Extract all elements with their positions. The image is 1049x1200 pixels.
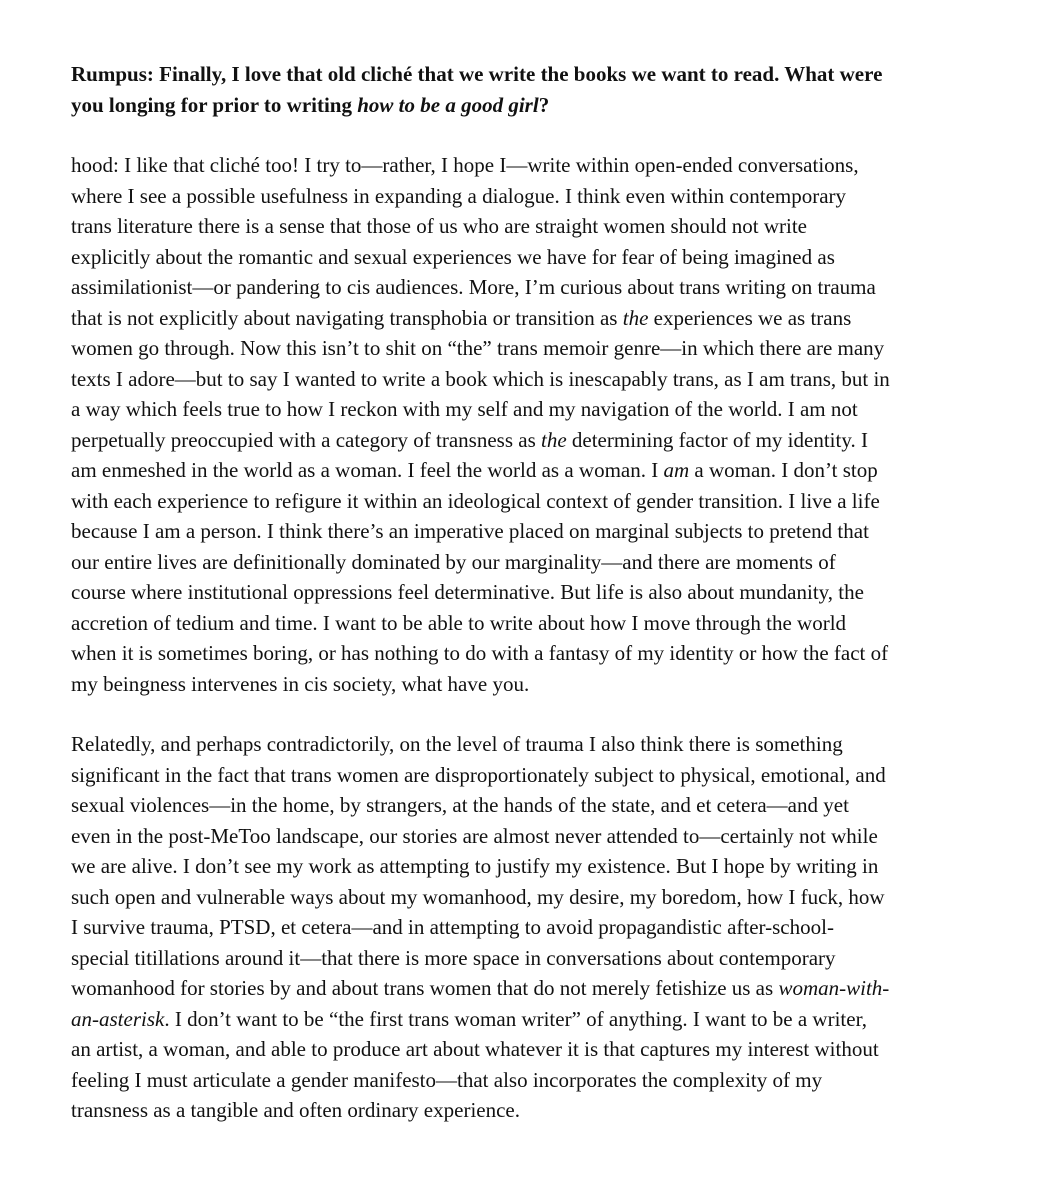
text-line: course where institutional oppressions feel determinative. But life is also about mundanity, the [71,580,864,604]
text-line: where I see a possible usefulness in expanding a dialogue. I think even within contemporary [71,183,847,208]
text-line: that is not explicitly about navigating transphobia or transition as the experiences we as trans [71,305,852,330]
answer-paragraph-2 [71,729,981,1126]
text-line: you longing for prior to writing how to be a good girl? [71,92,550,117]
text-line: explicitly about the romantic and sexual experiences we have for fear of being imagined as [71,244,835,269]
italic-text: an-asterisk [71,1006,165,1031]
text-line: our entire lives are definitionally dominated by our marginality—and there are moments of [71,549,836,574]
text-line: women go through. Now this isn’t to shit on “the” trans memoir genre—in which there are many [71,336,885,360]
text-line: hood: I like that cliché too! I try to—rather, I hope I—write within open-ended conversations, [71,153,859,177]
text-line: special titillations around it—that there is more space in conversations about contemporary [71,945,836,970]
text-line: am enmeshed in the world as a woman. I feel the world as a woman. I am a woman. I don’t stop [71,458,878,482]
italic-text: the [622,305,649,330]
text-line: perpetually preoccupied with a category of transness as the determining factor of my identity. I [71,427,868,452]
text-line: we are alive. I don’t see my work as attempting to justify my existence. But I hope by writing in [71,854,879,878]
answer-paragraph-1 [71,150,981,699]
text-line: Relatedly, and perhaps contradictorily, on the level of trauma I also think there is something [71,732,843,756]
text-line: such open and vulnerable ways about my womanhood, my desire, my boredom, how I fuck, how [71,884,885,909]
text-line: womanhood for stories by and about trans women that do not merely fetishize us as woman-with- [71,976,890,1000]
interview-page [71,59,981,1126]
text-line: I survive trauma, PTSD, et cetera—and in attempting to avoid propagandistic after-school- [71,915,834,939]
text-line: when it is sometimes boring, or has nothing to do with a fantasy of my identity or how the fact of [71,641,889,665]
text-line: an artist, a woman, and able to produce art about whatever it is that captures my interest without [71,1037,879,1061]
text-line: transness as a tangible and often ordinary experience. [71,1098,520,1122]
italic-text: the [541,427,567,452]
text-line: assimilationist—or pandering to cis audiences. More, I’m curious about trans writing on trauma [71,275,876,299]
text-line: even in the post-MeToo landscape, our stories are almost never attended to—certainly not while [71,823,878,848]
text-line: Rumpus: Finally, I love that old cliché that we write the books we want to read. What were [71,62,883,86]
interview-question [71,59,981,120]
text-line: because I am a person. I think there’s an imperative placed on marginal subjects to pretend that [71,519,869,543]
text-line: a way which feels true to how I reckon with my self and my navigation of the world. I am not [71,397,858,421]
text-line: accretion of tedium and time. I want to be able to write about how I move through the world [71,610,847,635]
text-line: significant in the fact that trans women are disproportionately subject to physical, emotional, and [71,762,886,787]
text-line: feeling I must articulate a gender manifesto—that also incorporates the complexity of my [71,1067,823,1092]
text-line: texts I adore—but to say I wanted to write a book which is inescapably trans, as I am trans, but in [71,366,890,391]
text-line: an-asterisk. I don’t want to be “the first trans woman writer” of anything. I want to be a writer, [71,1006,867,1031]
italic-text: how to be a good girl [357,92,539,117]
italic-text: woman-with- [778,976,890,1000]
text-line: sexual violences—in the home, by strangers, at the hands of the state, and et cetera—and yet [71,793,849,817]
text-line: my beingness intervenes in cis society, what have you. [71,671,530,696]
italic-text: am [663,458,690,482]
text-line: trans literature there is a sense that those of us who are straight women should not write [71,214,807,238]
text-line: with each experience to refigure it within an ideological context of gender transition. I live a life [71,488,880,513]
